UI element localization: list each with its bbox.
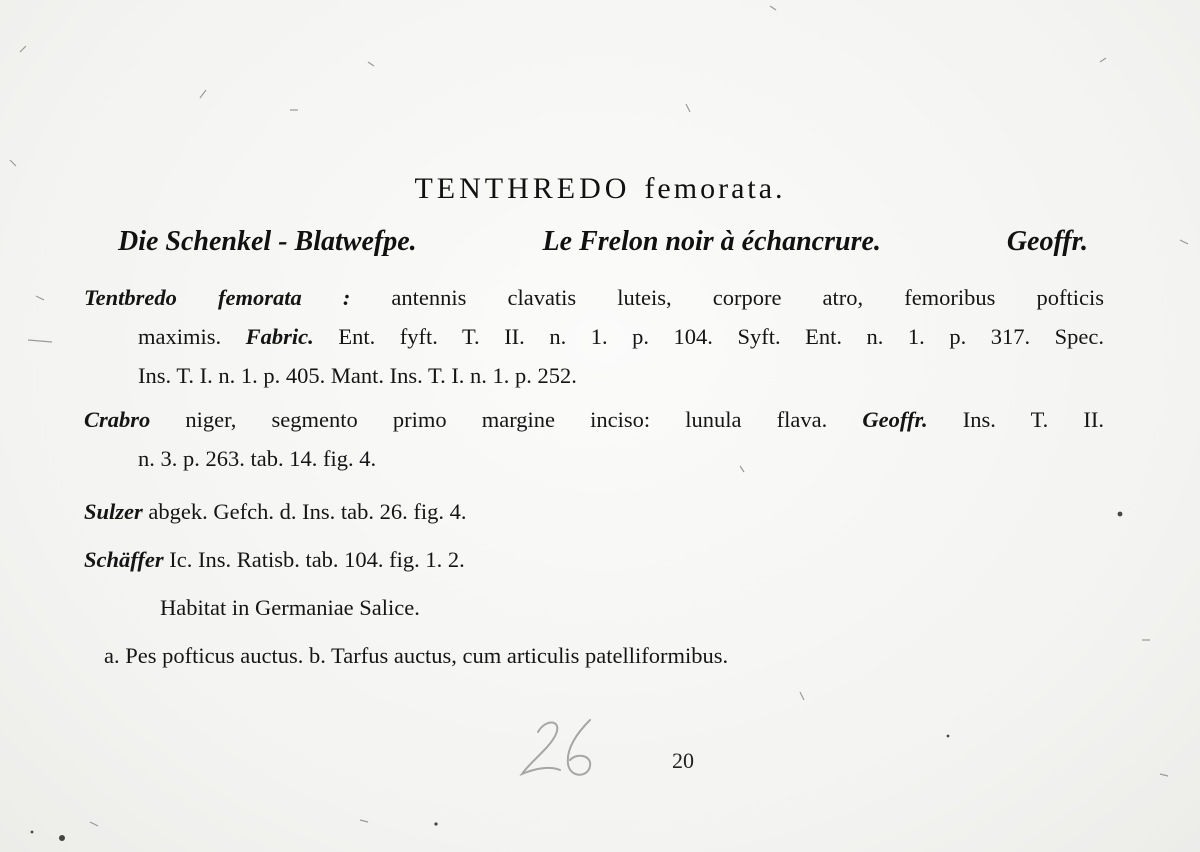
synonym-line — [84, 439, 1104, 478]
common-names — [118, 226, 1088, 258]
figure-legend — [104, 636, 1124, 675]
synonym-name: Tentbredo femorata : — [84, 285, 351, 310]
pencil-annotation — [516, 712, 606, 786]
synonym-line — [84, 400, 1104, 439]
synonym-line — [84, 278, 1104, 317]
page-title — [0, 172, 1200, 206]
synonym-line — [84, 356, 1104, 395]
synonym-text: abgek. Gefch. d. Ins. tab. 26. fig. 4. — [142, 499, 467, 524]
reference-author: Geoffr. — [862, 407, 928, 432]
synonym-line — [84, 317, 1104, 356]
synonym-text: niger, segmento primo margine inciso: lunula flava. — [150, 407, 863, 432]
synonym-name: Sulzer — [84, 499, 143, 524]
figure-legend-text: a. Pes pofticus auctus. b. Tarfus auctus, cum articulis patelliformibus. — [104, 643, 729, 668]
synonym-name: Crabro — [84, 407, 151, 432]
title-species: femorata. — [644, 172, 786, 205]
synonym-text: maximis. — [138, 324, 246, 349]
synonym-entry — [84, 492, 1104, 531]
synonym-text: Ent. fyft. T. II. n. 1. p. 104. Syft. Ent. n. 1. p. 317. Spec. — [313, 324, 1104, 349]
synonym-line — [84, 492, 1104, 531]
french-name: Le Frelon noir à échancrure. — [542, 226, 881, 257]
page-number: 20 — [672, 748, 694, 773]
synonym-entry — [84, 400, 1104, 478]
habitat — [160, 588, 1180, 627]
habitat-text: Habitat in Germaniae Salice. — [160, 595, 420, 620]
synonym-text: Ins. T. I. n. 1. p. 405. Mant. Ins. T. I. n. 1. p. 252. — [138, 363, 577, 388]
synonym-entry — [84, 278, 1104, 395]
synonym-line — [84, 540, 1104, 579]
german-name: Die Schenkel - Blatwefpe. — [118, 226, 417, 257]
synonym-text: Ins. T. II. — [927, 407, 1104, 432]
reference-author: Fabric. — [245, 324, 314, 349]
synonym-entry — [84, 540, 1104, 579]
synonym-text: Ic. Ins. Ratisb. tab. 104. fig. 1. 2. — [163, 547, 465, 572]
french-name-author: Geoffr. — [1006, 226, 1088, 257]
synonym-name: Schäffer — [84, 547, 164, 572]
title-genus: TENTHREDO — [414, 172, 631, 205]
synonym-text: antennis clavatis luteis, corpore atro, femoribus pofticis — [350, 285, 1105, 310]
synonym-text: n. 3. p. 263. tab. 14. fig. 4. — [138, 446, 377, 471]
